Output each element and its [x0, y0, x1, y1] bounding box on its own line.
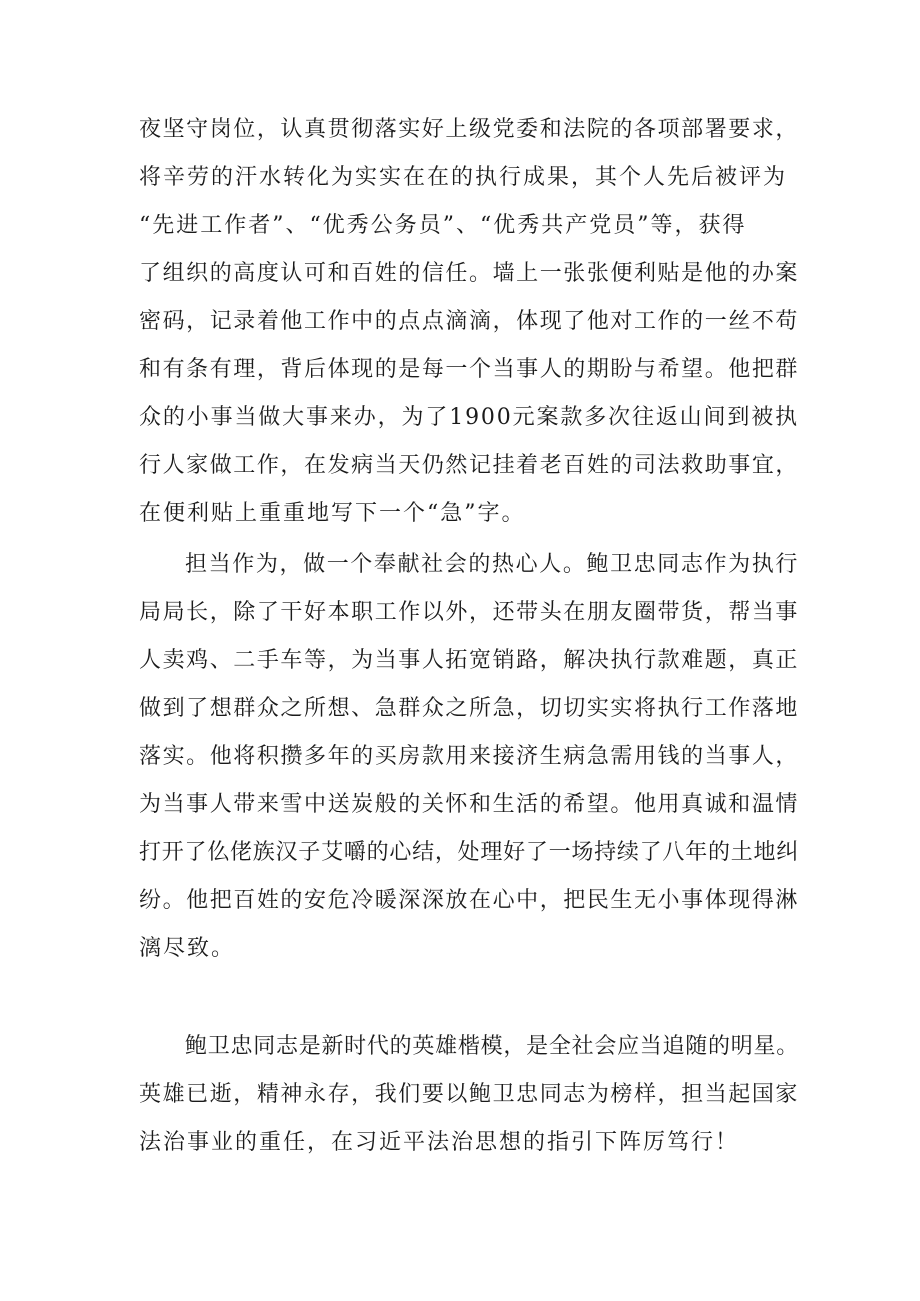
paragraph-line: 密码，记录着他工作中的点点滴滴，体现了他对工作的一丝不苟: [139, 309, 799, 334]
paragraph-dedication: [139, 541, 799, 973]
paragraph-continuation: [139, 106, 799, 538]
paragraph-line: 和有条有理，背后体现的是每一个当事人的期盼与希望。他把群: [139, 357, 799, 382]
paragraph-line: 行人家做工作，在发病当天仍然记挂着老百姓的司法救助事宜，: [139, 453, 799, 478]
paragraph-line: 众的小事当做大事来办，为了1900元案款多次往返山间到被执: [139, 405, 799, 430]
paragraph-line: “先进工作者”、“优秀公务员”、“优秀共产党员”等，获得: [139, 213, 747, 238]
paragraph-line: 局局长，除了干好本职工作以外，还带头在朋友圈带货，帮当事: [139, 600, 799, 625]
paragraph-line: 英雄已逝，精神永存，我们要以鲍卫忠同志为榜样，担当起国家: [139, 1082, 799, 1107]
paragraph-line: 夜坚守岗位，认真贯彻落实好上级党委和法院的各项部署要求，: [139, 117, 799, 142]
paragraph-conclusion: [139, 1023, 799, 1167]
paragraph-line: 纷。他把百姓的安危冷暖深深放在心中，把民生无小事体现得淋: [139, 888, 799, 913]
paragraph-line: 打开了仫佬族汉子艾嚼的心结，处理好了一场持续了八年的土地纠: [139, 840, 799, 865]
paragraph-line: 落实。他将积攒多年的买房款用来接济生病急需用钱的当事人，: [139, 744, 799, 769]
paragraph-line: 法治事业的重任，在习近平法治思想的指引下阵厉笃行！: [139, 1130, 740, 1155]
paragraph-line: 担当作为，做一个奉献社会的热心人。鲍卫忠同志作为执行: [185, 552, 799, 577]
paragraph-line: 在便利贴上重重地写下一个“急”字。: [139, 501, 526, 526]
paragraph-line: 做到了想群众之所想、急群众之所急，切切实实将执行工作落地: [139, 696, 799, 721]
paragraph-line: 鲍卫忠同志是新时代的英雄楷模，是全社会应当追随的明星。: [185, 1034, 799, 1059]
paragraph-line: 人卖鸡、二手车等，为当事人拓宽销路，解决执行款难题，真正: [139, 648, 799, 673]
paragraph-line: 将辛劳的汗水转化为实实在在的执行成果，其个人先后被评为: [139, 165, 788, 190]
paragraph-line: 为当事人带来雪中送炭般的关怀和生活的希望。他用真诚和温情: [139, 792, 799, 817]
paragraph-line: 漓尽致。: [139, 936, 236, 961]
paragraph-line: 了组织的高度认可和百姓的信任。墙上一张张便利贴是他的办案: [139, 261, 799, 286]
